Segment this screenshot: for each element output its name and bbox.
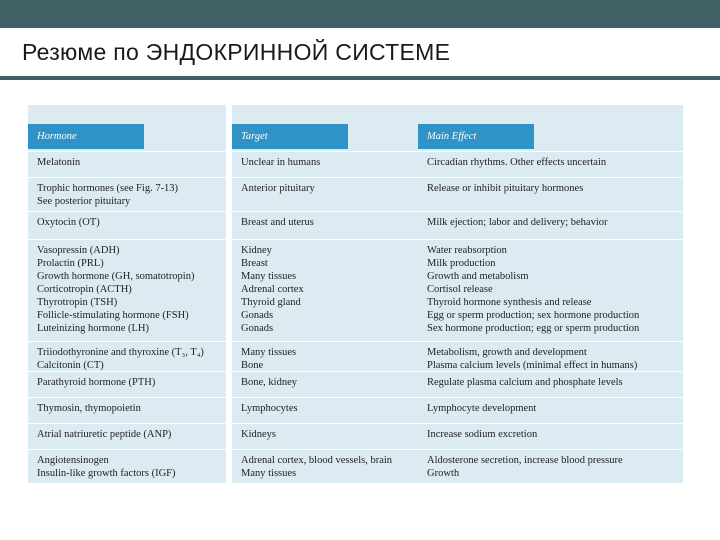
table-row-effect [418,177,683,212]
effect-cell-text: Metabolism, growth and development [427,347,587,358]
table-row-hormone [28,449,226,483]
hormone-cell-text: Corticotropin (ACTH) [37,284,132,295]
hormone-cell-text: Insulin-like growth factors (IGF) [37,468,176,479]
hormone-cell-text: See posterior pituitary [37,196,131,207]
hormone-cell-text: Growth hormone (GH, somatotropin) [37,271,195,282]
table-row-hormone [28,423,226,450]
effect-cell-text: Milk ejection; labor and delivery; behavior [427,217,608,228]
header-hormone: Hormone [28,124,144,149]
hormone-column [28,105,226,483]
table-row-effect [418,397,683,424]
table-row-hormone [28,151,226,178]
target-cell-text: Adrenal cortex, blood vessels, brain [241,455,393,466]
effect-cell-text: Growth [427,468,460,479]
table-row-target [232,341,418,372]
table-row-target [232,423,418,450]
target-cell-text: Breast [241,258,268,269]
target-cell-text: Many tissues [241,347,297,358]
target-cell-text: Bone, kidney [241,377,297,388]
effect-cell-text: Thyroid hormone synthesis and release [427,297,592,308]
table-row-effect [418,341,683,372]
table-row-target [232,211,418,240]
table-row-target [232,371,418,398]
header-target: Target [232,124,348,149]
effect-cell-text: Growth and metabolism [427,271,529,282]
table-row-hormone [28,239,226,342]
hormone-cell-text: Prolactin (PRL) [37,258,104,269]
table-row-target [232,151,418,178]
target-cell-text: Kidney [241,245,272,256]
effect-cell-text: Sex hormone production; egg or sperm production [427,323,640,334]
effect-cell-text: Increase sodium excretion [427,429,538,440]
table-row-effect [418,211,683,240]
hormone-cell-text: Melatonin [37,157,81,168]
target-cell-text: Many tissues [241,468,297,479]
hormone-cell-text: Oxytocin (OT) [37,217,100,228]
table-row-hormone [28,177,226,212]
target-cell-text: Many tissues [241,271,297,282]
table-row-target [232,449,418,483]
hormone-cell-text: Parathyroid hormone (PTH) [37,377,156,388]
target-cell-text: Unclear in humans [241,157,321,168]
effect-cell-text: Lymphocyte development [427,403,537,414]
target-cell-text: Bone [241,360,264,371]
effect-cell-text: Milk production [427,258,496,269]
effect-cell-text: Egg or sperm production; sex hormone production [427,310,640,321]
hormone-cell-text: Thymosin, thymopoietin [37,403,141,414]
effect-cell-text: Regulate plasma calcium and phosphate levels [427,377,623,388]
table-row-hormone [28,211,226,240]
hormone-table [28,105,683,483]
target-cell-text: Gonads [241,310,274,321]
header-main-effect: Main Effect [418,124,534,149]
table-row-effect [418,371,683,398]
effect-cell-text: Aldosterone secretion, increase blood pressure [427,455,623,466]
target-cell-text: Thyroid gland [241,297,301,308]
effect-cell-text: Plasma calcium levels (minimal effect in humans) [427,360,638,371]
table-row-hormone [28,341,226,372]
table-row-effect [418,151,683,178]
effect-cell-text: Circadian rhythms. Other effects uncertain [427,157,607,168]
target-cell-text: Adrenal cortex [241,284,304,295]
table-row-hormone [28,397,226,424]
target-cell-text: Lymphocytes [241,403,298,414]
table-row-target [232,177,418,212]
table-row-effect [418,423,683,450]
hormone-cell-text: Triiodothyronine and thyroxine (T₃, T₄) [37,347,204,358]
target-column [232,105,418,483]
table-row-effect [418,449,683,483]
target-cell-text: Breast and uterus [241,217,314,228]
table-row-target [232,239,418,342]
effect-cell-text: Cortisol release [427,284,493,295]
target-cell-text: Anterior pituitary [241,183,315,194]
title-bar [0,28,720,76]
hormone-cell-text: Luteinizing hormone (LH) [37,323,149,334]
table-row-hormone [28,371,226,398]
table-row-target [232,397,418,424]
hormone-cell-text: Thyrotropin (TSH) [37,297,118,308]
hormone-cell-text: Follicle-stimulating hormone (FSH) [37,310,189,321]
target-cell-text: Gonads [241,323,274,334]
table-row-effect [418,239,683,342]
hormone-cell-text: Trophic hormones (see Fig. 7-13) [37,183,179,194]
effect-cell-text: Water reabsorption [427,245,507,256]
target-cell-text: Kidneys [241,429,276,440]
hormone-cell-text: Angiotensinogen [37,455,109,466]
hormone-cell-text: Calcitonin (CT) [37,360,104,371]
hormone-cell-text: Vasopressin (ADH) [37,245,120,256]
effect-cell-text: Release or inhibit pituitary hormones [427,183,584,194]
slide-title: Резюме по ЭНДОКРИННОЙ СИСТЕМЕ [22,39,451,65]
hormone-cell-text: Atrial natriuretic peptide (ANP) [37,429,172,440]
main-effect-column [418,105,683,483]
